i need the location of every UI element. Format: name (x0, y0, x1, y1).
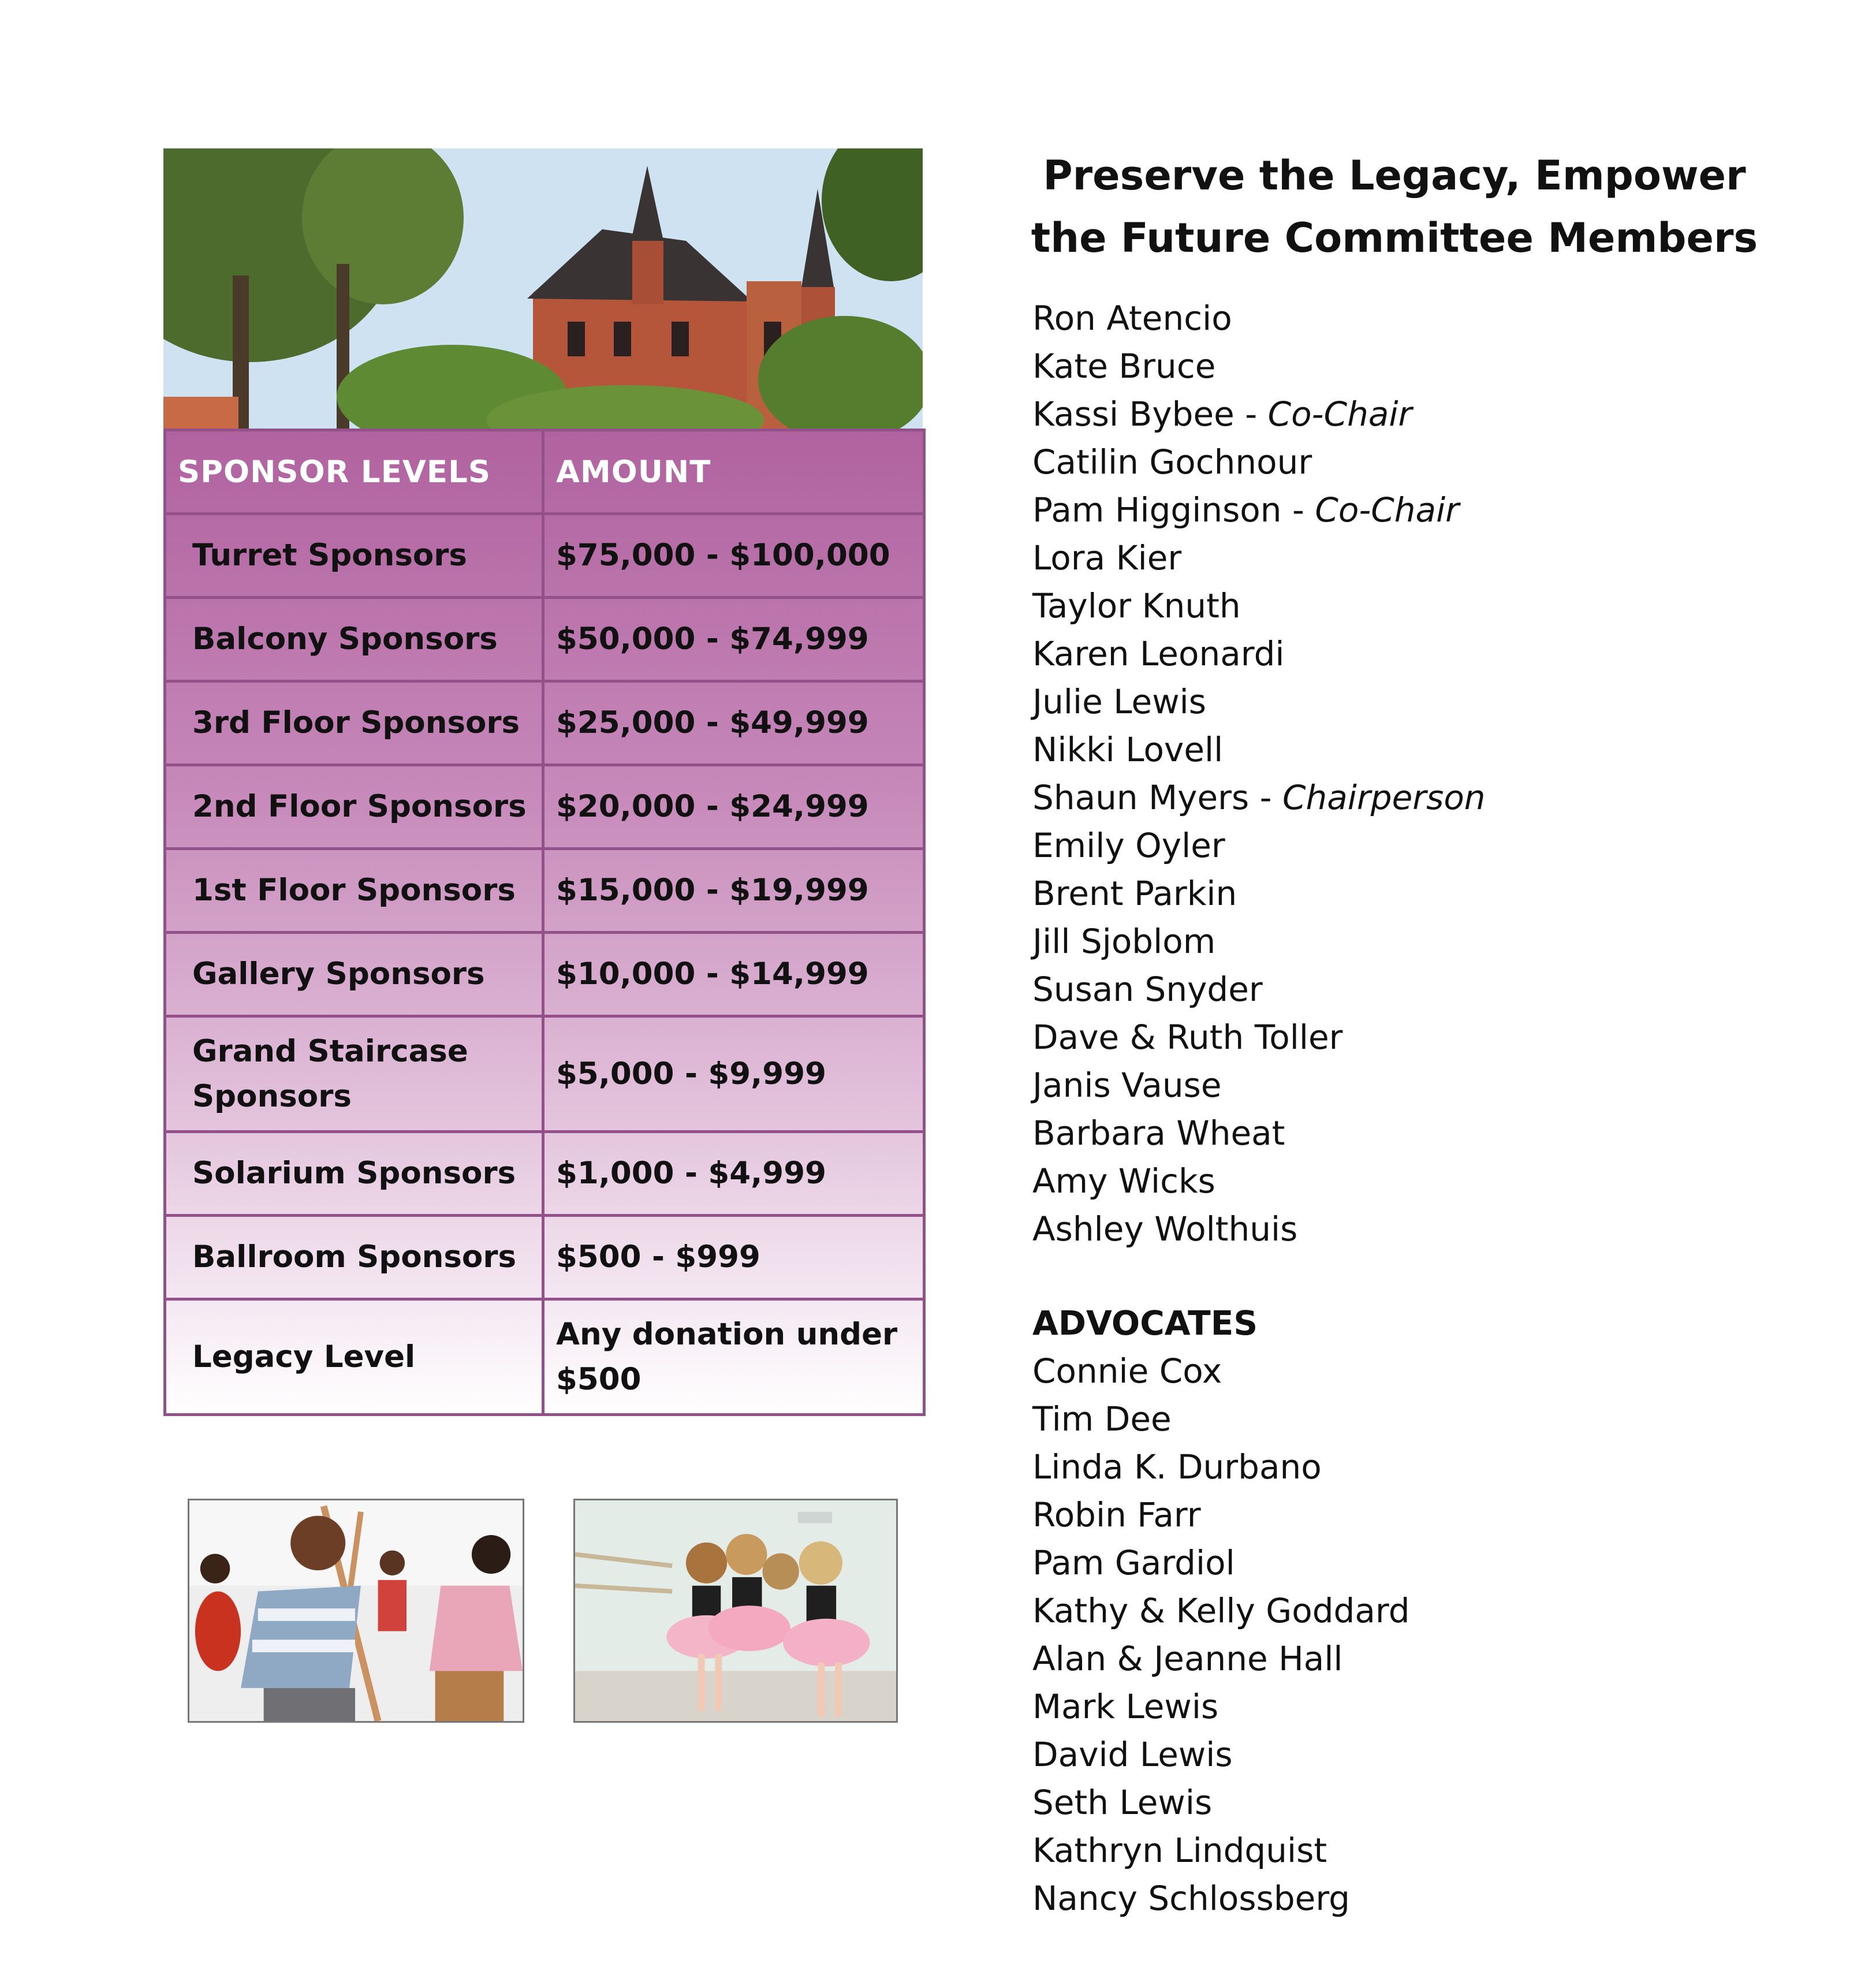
sponsor-level-cell: Turret Sponsors (165, 514, 543, 598)
amount-cell: $15,000 - $19,999 (543, 849, 924, 933)
member-name: Janis Vause (1032, 1066, 1222, 1105)
member-role: Co-Chair (1267, 394, 1412, 434)
member-name: Pam Higginson (1032, 490, 1282, 530)
list-item: Robin Farr (1032, 1495, 1201, 1534)
list-item (1032, 1205, 1486, 1253)
list-item: Kathryn Lindquist (1032, 1831, 1327, 1870)
table-row (165, 765, 924, 849)
list-item: David Lewis (1032, 1735, 1233, 1774)
member-name: Jill Sjoblom (1032, 922, 1216, 961)
amount-cell: $5,000 - $9,999 (543, 1016, 924, 1132)
table-row (165, 681, 924, 765)
sponsor-levels-header: SPONSOR LEVELS (165, 430, 543, 514)
sponsor-level-cell: Balcony Sponsors (165, 598, 543, 681)
table-header-row (165, 430, 924, 514)
list-item (1032, 870, 1486, 918)
amount-cell: $20,000 - $24,999 (543, 765, 924, 849)
sponsor-level-cell: Gallery Sponsors (165, 933, 543, 1016)
member-role: Chairperson (1282, 778, 1486, 817)
list-item (1032, 486, 1486, 534)
sponsor-level-cell: Grand Staircase Sponsors (165, 1016, 543, 1132)
list-item: Connie Cox (1032, 1351, 1222, 1391)
list-item: Nancy Schlossberg (1032, 1879, 1350, 1918)
list-item (1032, 1061, 1486, 1109)
list-item: Mark Lewis (1032, 1687, 1219, 1726)
list-item: Tim Dee (1032, 1399, 1172, 1439)
member-name: Catilin Gochnour (1032, 442, 1312, 482)
table-row (165, 598, 924, 681)
member-name: Dave & Ruth Toller (1032, 1018, 1343, 1057)
member-name: Julie Lewis (1032, 682, 1206, 721)
list-item: Seth Lewis (1032, 1783, 1213, 1822)
role-separator: - (1234, 394, 1268, 434)
list-item (1032, 582, 1486, 630)
table-row (165, 514, 924, 598)
list-item (1032, 342, 1486, 390)
list-item (1032, 678, 1486, 726)
amount-cell: $25,000 - $49,999 (543, 681, 924, 765)
member-name: Shaun Myers (1032, 778, 1250, 817)
member-name: Amy Wicks (1032, 1161, 1215, 1201)
kids-painting-photo (188, 1499, 524, 1723)
amount-cell: $500 - $999 (543, 1216, 924, 1299)
role-separator: - (1249, 778, 1282, 817)
member-role: Co-Chair (1315, 490, 1460, 530)
amount-cell: Any donation under $500 (543, 1299, 924, 1415)
amount-header: AMOUNT (543, 430, 924, 514)
member-name: Lora Kier (1032, 538, 1182, 578)
member-name: Ashley Wolthuis (1032, 1209, 1298, 1249)
member-name: Kate Bruce (1032, 347, 1216, 386)
list-item: Linda K. Durbano (1032, 1447, 1322, 1487)
member-name: Kassi Bybee (1032, 394, 1234, 434)
table-row (165, 849, 924, 933)
list-item (1032, 630, 1486, 678)
list-item: Alan & Jeanne Hall (1032, 1639, 1343, 1678)
sponsor-level-cell: 1st Floor Sponsors (165, 849, 543, 933)
sponsor-level-cell: 3rd Floor Sponsors (165, 681, 543, 765)
list-item (1032, 295, 1486, 342)
member-name: Ron Atencio (1032, 299, 1232, 338)
sponsor-levels-table (163, 429, 926, 1416)
amount-cell: $50,000 - $74,999 (543, 598, 924, 681)
list-item: Kathy & Kelly Goddard (1032, 1591, 1410, 1630)
member-name: Taylor Knuth (1032, 586, 1241, 625)
table-row (165, 1216, 924, 1299)
member-name: Susan Snyder (1032, 970, 1263, 1009)
advocate-list (1032, 1347, 1410, 1923)
list-item (1032, 390, 1486, 438)
table-row (165, 933, 924, 1016)
sponsor-level-cell: Solarium Sponsors (165, 1132, 543, 1216)
table-row (165, 1132, 924, 1216)
table-row (165, 1299, 924, 1415)
list-item (1032, 774, 1486, 822)
amount-cell: $1,000 - $4,999 (543, 1132, 924, 1216)
committee-member-list (1032, 295, 1486, 1253)
role-separator: - (1281, 490, 1315, 530)
list-item: Pam Gardiol (1032, 1543, 1235, 1582)
committee-title: Preserve the Legacy, Empower the Future Committee Members (1031, 152, 1758, 262)
ballerinas-photo (573, 1499, 898, 1723)
member-name: Nikki Lovell (1032, 730, 1224, 769)
member-name: Brent Parkin (1032, 874, 1237, 913)
member-name: Emily Oyler (1032, 826, 1225, 865)
list-item (1032, 918, 1486, 966)
list-item (1032, 1157, 1486, 1205)
advocates-heading: ADVOCATES (1032, 1303, 1258, 1343)
list-item (1032, 1014, 1486, 1061)
list-item (1032, 726, 1486, 774)
list-item (1032, 438, 1486, 486)
mansion-photo (163, 148, 923, 429)
sponsor-level-cell: Legacy Level (165, 1299, 543, 1415)
list-item (1032, 534, 1486, 582)
amount-cell: $10,000 - $14,999 (543, 933, 924, 1016)
list-item (1032, 1109, 1486, 1157)
list-item (1032, 822, 1486, 870)
table-row (165, 1016, 924, 1132)
list-item (1032, 966, 1486, 1014)
member-name: Karen Leonardi (1032, 634, 1285, 673)
amount-cell: $75,000 - $100,000 (543, 514, 924, 598)
member-name: Barbara Wheat (1032, 1113, 1285, 1153)
sponsor-level-cell: Ballroom Sponsors (165, 1216, 543, 1299)
sponsor-level-cell: 2nd Floor Sponsors (165, 765, 543, 849)
